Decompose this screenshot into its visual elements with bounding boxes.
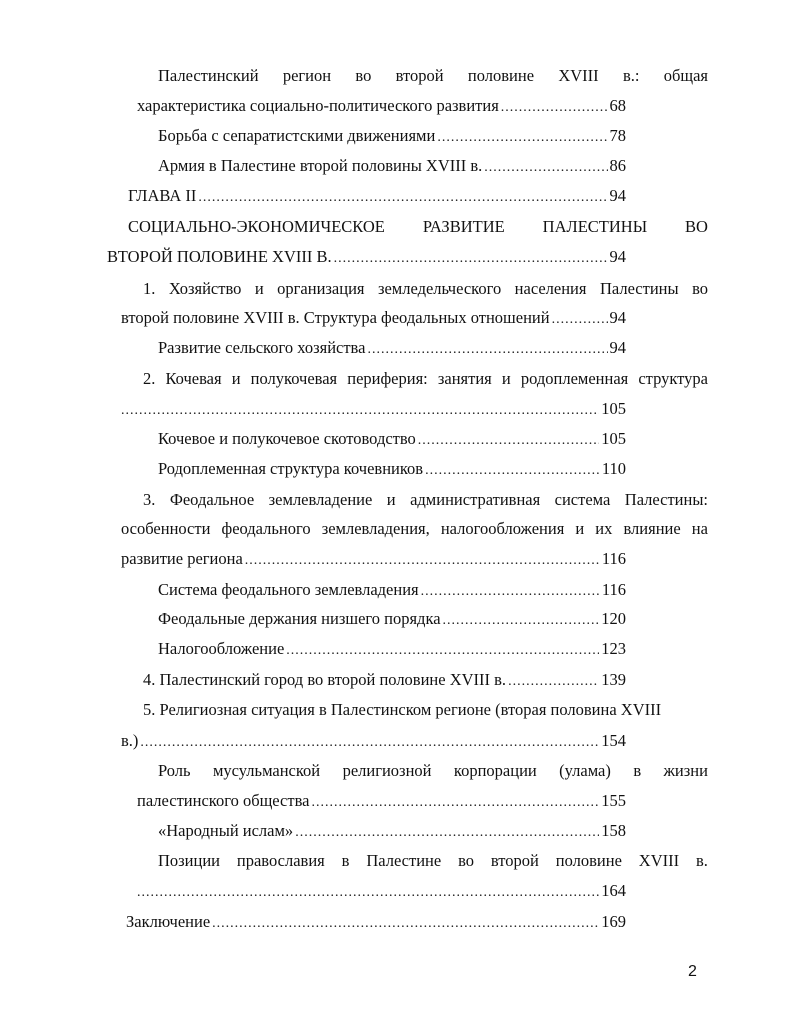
toc-word: религиозной: [342, 761, 432, 780]
toc-entry-6-line-2: [121, 305, 626, 331]
toc-entry-19-line-1: [158, 848, 708, 874]
toc-word: (улама): [559, 761, 611, 780]
toc-word: Феодальное: [169, 490, 255, 509]
toc-entry-16-line-2: [121, 728, 626, 754]
toc-word: структура: [638, 369, 708, 388]
toc-entry-title: второй половине XVIII в. Структура феодальных отношений: [121, 308, 550, 327]
toc-word: и: [575, 519, 585, 538]
toc-word: особенности: [121, 519, 211, 538]
toc-entry-18: [158, 818, 626, 844]
toc-word: РАЗВИТИЕ: [422, 217, 505, 236]
toc-word: Роль: [158, 761, 191, 780]
toc-word: и: [254, 279, 264, 298]
toc-word: полукочевая: [250, 369, 338, 388]
toc-page-number: 94: [609, 186, 626, 205]
toc-word: родоплеменная: [520, 369, 629, 388]
toc-entry-chapter-2: [128, 183, 626, 209]
toc-entry-11-line-3: [121, 546, 626, 572]
toc-entry-title: Армия в Палестине второй половины XVIII в.: [158, 156, 483, 175]
toc-page-number: 105: [601, 429, 626, 448]
toc-word: половине: [555, 851, 622, 870]
toc-word: организация: [277, 279, 365, 298]
dot-leader: [295, 820, 599, 846]
toc-word: во: [692, 279, 708, 298]
dot-leader: [140, 730, 599, 756]
toc-entry-title: в.): [121, 731, 139, 750]
toc-word: корпорации: [453, 761, 537, 780]
toc-entry-title: развитие региона: [121, 549, 243, 568]
toc-entry-8-line-2: [121, 396, 626, 422]
toc-word: на: [691, 519, 708, 538]
toc-word: в: [341, 851, 350, 870]
toc-page-number: 116: [601, 580, 626, 599]
toc-entry-11-line-2: [121, 516, 708, 542]
toc-page-number: 154: [601, 731, 626, 750]
toc-word: Палестины: [599, 279, 679, 298]
dot-leader: [508, 669, 599, 695]
dot-leader: [552, 307, 608, 333]
toc-word: во: [458, 851, 475, 870]
toc-word: налогообложения: [440, 519, 565, 538]
toc-page-number: 123: [601, 639, 626, 658]
dot-leader: [425, 458, 600, 484]
toc-word: феодального: [221, 519, 311, 538]
toc-word: населения: [514, 279, 587, 298]
toc-page-number: 155: [601, 791, 626, 810]
toc-entry-9: [158, 426, 626, 452]
toc-page-number: 78: [609, 126, 626, 145]
toc-entry-title: 4. Палестинский город во второй половине XVIII в.: [143, 670, 507, 689]
toc-word: 1.: [143, 279, 156, 298]
toc-entry-title: Кочевое и полукочевое скотоводство: [158, 429, 416, 448]
toc-entry-13: [158, 606, 626, 632]
toc-entry-conclusion: [126, 909, 626, 935]
dot-leader: [437, 125, 607, 151]
toc-page-number: 68: [609, 96, 626, 115]
toc-word: система: [554, 490, 611, 509]
toc-word: мусульманской: [212, 761, 321, 780]
toc-entry-title: ВТОРОЙ ПОЛОВИНЕ XVIII В.: [107, 247, 332, 266]
toc-word: землевладения,: [321, 519, 430, 538]
toc-entry-10: [158, 456, 626, 482]
toc-word: и: [231, 369, 241, 388]
toc-entry-2: [158, 123, 626, 149]
toc-word: жизни: [663, 761, 708, 780]
toc-entry-17-line-1: [158, 758, 708, 784]
toc-page-number: 158: [601, 821, 626, 840]
dot-leader: [421, 579, 600, 605]
toc-page-number: 116: [601, 549, 626, 568]
toc-page-number: 139: [601, 670, 626, 689]
toc-word: периферия:: [347, 369, 428, 388]
toc-word: СОЦИАЛЬНО-ЭКОНОМИЧЕСКОЕ: [128, 217, 385, 236]
toc-entry-5-line-2: [107, 244, 626, 270]
toc-entry-6-line-1: [143, 276, 708, 302]
toc-entry-7: [158, 335, 626, 361]
toc-entry-title: Родоплеменная структура кочевников: [158, 459, 424, 478]
toc-word: ВО: [685, 217, 708, 236]
dot-leader: [367, 337, 607, 363]
toc-word: Хозяйство: [168, 279, 242, 298]
toc-word: занятия: [437, 369, 492, 388]
dot-leader: [198, 185, 607, 211]
toc-word: землевладение: [268, 490, 373, 509]
toc-word: регион: [282, 66, 332, 85]
toc-word: XVIII: [558, 66, 599, 85]
toc-word: Позиции: [158, 851, 221, 870]
toc-entry-14: [158, 636, 626, 662]
dot-leader: [286, 638, 599, 664]
toc-word: в.:: [622, 66, 640, 85]
toc-entry-title: ГЛАВА II: [128, 186, 197, 205]
toc-page-number: 86: [609, 156, 626, 175]
toc-entry-title: 5. Религиозная ситуация в Палестинском регионе (вторая половина XVIII: [143, 700, 662, 719]
toc-word: общая: [663, 66, 708, 85]
dot-leader: [137, 880, 599, 906]
toc-entry-title: Борьба с сепаратистскими движениями: [158, 126, 436, 145]
toc-page-number: 94: [609, 247, 626, 266]
toc-word: XVIII: [638, 851, 680, 870]
page-number: 2: [688, 963, 697, 980]
toc-word: во: [355, 66, 372, 85]
toc-word: их: [595, 519, 613, 538]
toc-word: Кочевая: [165, 369, 222, 388]
toc-entry-16-line-1: [143, 697, 708, 723]
toc-word: Палестинский: [158, 66, 259, 85]
dot-leader: [443, 608, 600, 634]
toc-entry-17-line-2: [137, 788, 626, 814]
toc-entry-3: [158, 153, 626, 179]
toc-page-number: 105: [601, 399, 626, 418]
toc-word: Палестины:: [624, 490, 708, 509]
toc-entry-title: Налогообложение: [158, 639, 285, 658]
toc-word: влияние: [623, 519, 681, 538]
toc-entry-19-line-2: [137, 878, 626, 904]
toc-word: земледельческого: [377, 279, 502, 298]
toc-entry-15: [143, 667, 626, 693]
dot-leader: [311, 790, 599, 816]
toc-entry-title: Феодальные держания низшего порядка: [158, 609, 441, 628]
toc-entry-title: характеристика социально-политического развития: [137, 96, 499, 115]
dot-leader: [484, 155, 607, 181]
toc-word: второй: [395, 66, 444, 85]
toc-entry-title: палестинского общества: [137, 791, 310, 810]
toc-page-number: 169: [601, 912, 626, 931]
dot-leader: [121, 398, 599, 424]
dot-leader: [245, 548, 600, 574]
toc-page-number: 94: [609, 338, 626, 357]
toc-word: Палестине: [366, 851, 442, 870]
toc-word: второй: [490, 851, 539, 870]
toc-page-number: 94: [609, 308, 626, 327]
toc-page-number: 120: [601, 609, 626, 628]
toc-word: 2.: [143, 369, 156, 388]
toc-page-number: 110: [601, 459, 626, 478]
toc-entry-1-line-1: [158, 63, 708, 89]
dot-leader: [212, 911, 599, 937]
toc-word: в.: [696, 851, 708, 870]
toc-word: ПАЛЕСТИНЫ: [542, 217, 648, 236]
toc-entry-11-line-1: [143, 487, 708, 513]
toc-entry-8-line-1: [143, 366, 708, 392]
toc-word: и: [501, 369, 511, 388]
toc-word: административная: [410, 490, 541, 509]
toc-entry-title: Развитие сельского хозяйства: [158, 338, 366, 357]
dot-leader: [334, 246, 608, 272]
toc-entry-title: Заключение: [126, 912, 211, 931]
toc-word: половине: [467, 66, 535, 85]
toc-entry-1-line-2: [137, 93, 626, 119]
toc-entry-5-line-1: [128, 214, 708, 240]
dot-leader: [501, 95, 608, 121]
toc-entry-title: Система феодального землевладения: [158, 580, 419, 599]
toc-page-number: 164: [601, 881, 626, 900]
toc-entry-12: [158, 577, 626, 603]
toc-word: 3.: [143, 490, 156, 509]
dot-leader: [418, 428, 599, 454]
toc-entry-title: «Народный ислам»: [158, 821, 294, 840]
toc-word: и: [386, 490, 396, 509]
toc-word: в: [633, 761, 642, 780]
toc-word: православия: [236, 851, 325, 870]
